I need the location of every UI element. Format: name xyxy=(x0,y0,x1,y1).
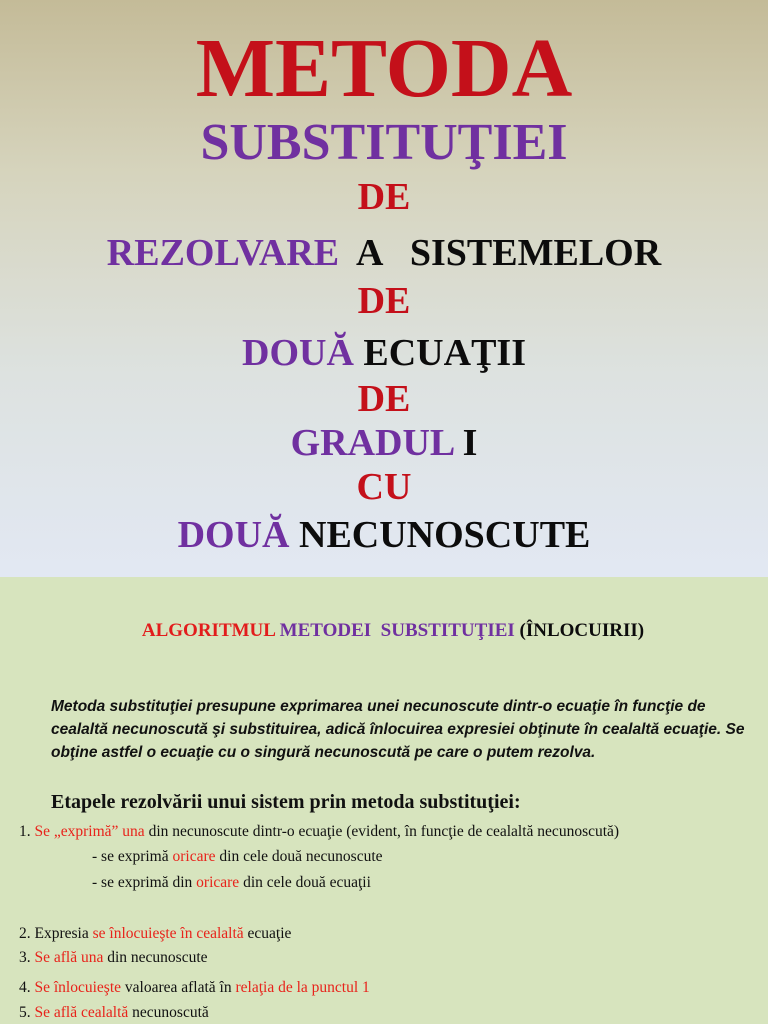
title-substitutiei: SUBSTITUŢIEI xyxy=(200,114,568,171)
step-1a-highlight: oricare xyxy=(172,848,216,865)
step-2-text: ecuaţie xyxy=(243,925,292,942)
title-a: A xyxy=(339,232,410,274)
step-2-highlight: se înlocuieşte în cealaltă xyxy=(92,925,244,942)
step-4-highlight-2: relaţia de la punctul 1 xyxy=(235,979,370,996)
title-de-3: DE xyxy=(357,378,411,420)
step-5 xyxy=(19,1004,209,1022)
step-3-text: din necunoscute xyxy=(103,949,208,966)
step-5-number: 5. xyxy=(19,1004,35,1021)
title-line-gradul xyxy=(0,421,768,465)
step-5-text: necunoscută xyxy=(128,1004,209,1021)
step-1-highlight: Se „exprimă” una xyxy=(34,823,145,840)
step-1b-highlight: oricare xyxy=(196,874,240,891)
title-rezolvare: REZOLVARE xyxy=(106,232,340,274)
step-1 xyxy=(19,823,619,841)
title-ecuatii: ECUAŢII xyxy=(353,332,526,374)
steps-heading: Etapele rezolvării unui sistem prin metoda substituţiei: xyxy=(51,791,521,813)
title-cu: CU xyxy=(356,466,412,508)
step-2-number: 2. xyxy=(19,925,35,942)
title-line-necunoscute xyxy=(0,513,768,557)
step-4 xyxy=(19,979,370,997)
title-doua-2: DOUĂ xyxy=(177,514,290,556)
title-necunoscute: NECUNOSCUTE xyxy=(289,514,591,556)
step-2-pre: Expresia xyxy=(34,925,93,942)
algo-part3: (ÎNLOCUIRII) xyxy=(514,620,645,641)
title-line-doua-ecuatii xyxy=(0,331,768,375)
step-1b-text: din cele două ecuaţii xyxy=(239,874,371,891)
title-sistemelor: SISTEMELOR xyxy=(409,232,662,274)
step-1b xyxy=(92,874,371,892)
title-i: I xyxy=(453,422,478,464)
title-gradul: GRADUL xyxy=(290,422,454,464)
step-4-text: valoarea aflată în xyxy=(121,979,236,996)
title-de-1: DE xyxy=(357,176,411,218)
step-5-highlight: Se află cealaltă xyxy=(34,1004,129,1021)
title-metoda: METODA xyxy=(195,22,573,115)
algo-part2: METODEI SUBSTITUŢIEI xyxy=(274,620,515,641)
step-3-number: 3. xyxy=(19,949,35,966)
title-de-2: DE xyxy=(357,280,411,322)
step-1a-text: din cele două necunoscute xyxy=(215,848,383,865)
step-1-number: 1. xyxy=(19,823,35,840)
step-3-highlight: Se află una xyxy=(34,949,104,966)
title-doua-1: DOUĂ xyxy=(242,332,354,374)
algorithm-heading xyxy=(0,620,768,642)
step-1a-pre: - se exprimă xyxy=(92,848,173,865)
step-4-highlight: Se înlocuieşte xyxy=(34,979,122,996)
title-line-rezolvare xyxy=(0,231,768,275)
step-2 xyxy=(19,925,291,943)
step-3 xyxy=(19,949,208,967)
step-1a xyxy=(92,848,383,866)
algo-part1: ALGORITMUL xyxy=(141,620,275,641)
step-1b-pre: - se exprimă din xyxy=(92,874,197,891)
intro-paragraph: Metoda substituţiei presupune exprimarea unei necunoscute dintr-o ecuaţie în funcţie de cealaltă necunoscută şi substituirea, adică înlocuirea expresiei obţinute în cealaltă ecuaţie. Se obţine astfel o ecuaţie cu o singură necunoscută pe care o putem rezolva. xyxy=(51,698,745,761)
step-4-number: 4. xyxy=(19,979,35,996)
step-1-text: din necunoscute dintr-o ecuaţie (evident, în funcţie de cealaltă necunoscută) xyxy=(144,823,620,840)
